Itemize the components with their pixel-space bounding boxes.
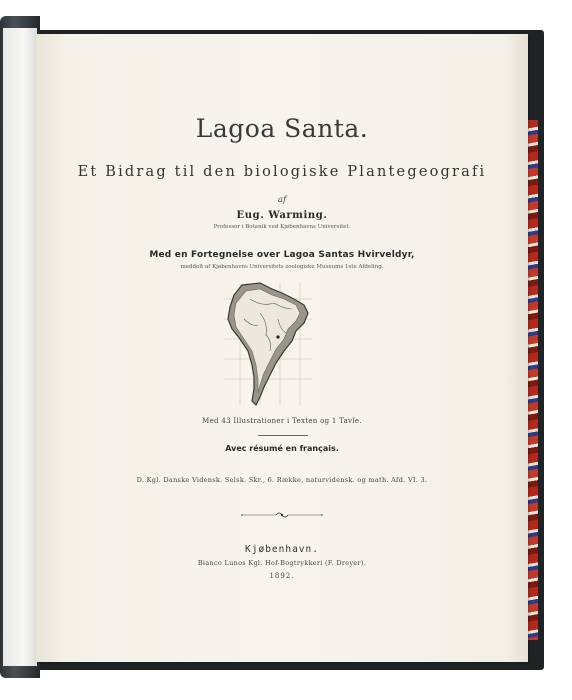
author-affiliation: Professor i Botanik ved Kjøbenhavns Universitet. xyxy=(213,224,351,230)
publication-year: 1892. xyxy=(269,572,295,580)
resume-note: Avec résumé en français. xyxy=(225,444,339,453)
illustrations-note: Med 43 Illustrationer i Texten og 1 Tavle. xyxy=(202,417,362,425)
list-heading: Med en Fortegnelse over Lagoa Santas Hvirveldyr, xyxy=(149,250,415,260)
series-note: D. Kgl. Danske Vidensk. Selsk. Skr., 6. Række, naturvidensk. og math. Afd. VI. 3. xyxy=(136,476,428,484)
divider-rule xyxy=(258,435,308,436)
title-page xyxy=(36,34,528,662)
printers-ornament-icon xyxy=(232,510,332,520)
book-title: Lagoa Santa. xyxy=(195,114,369,143)
list-credit: meddelt af Kjøbenhavns Universitets zoologiske Museums 1ste Afdeling. xyxy=(180,264,384,270)
printer-name: Bianco Lunos Kgl. Hof-Bogtrykkeri (F. Dreyer). xyxy=(197,559,367,567)
author-name: Eug. Warming. xyxy=(236,210,328,221)
by-line: af xyxy=(277,195,287,205)
south-america-map-icon xyxy=(220,279,316,409)
flyleaf xyxy=(3,28,37,666)
publication-city: Kjøbenhavn. xyxy=(245,544,319,555)
book-subtitle: Et Bidrag til den biologiske Plantegeografi xyxy=(77,164,487,180)
